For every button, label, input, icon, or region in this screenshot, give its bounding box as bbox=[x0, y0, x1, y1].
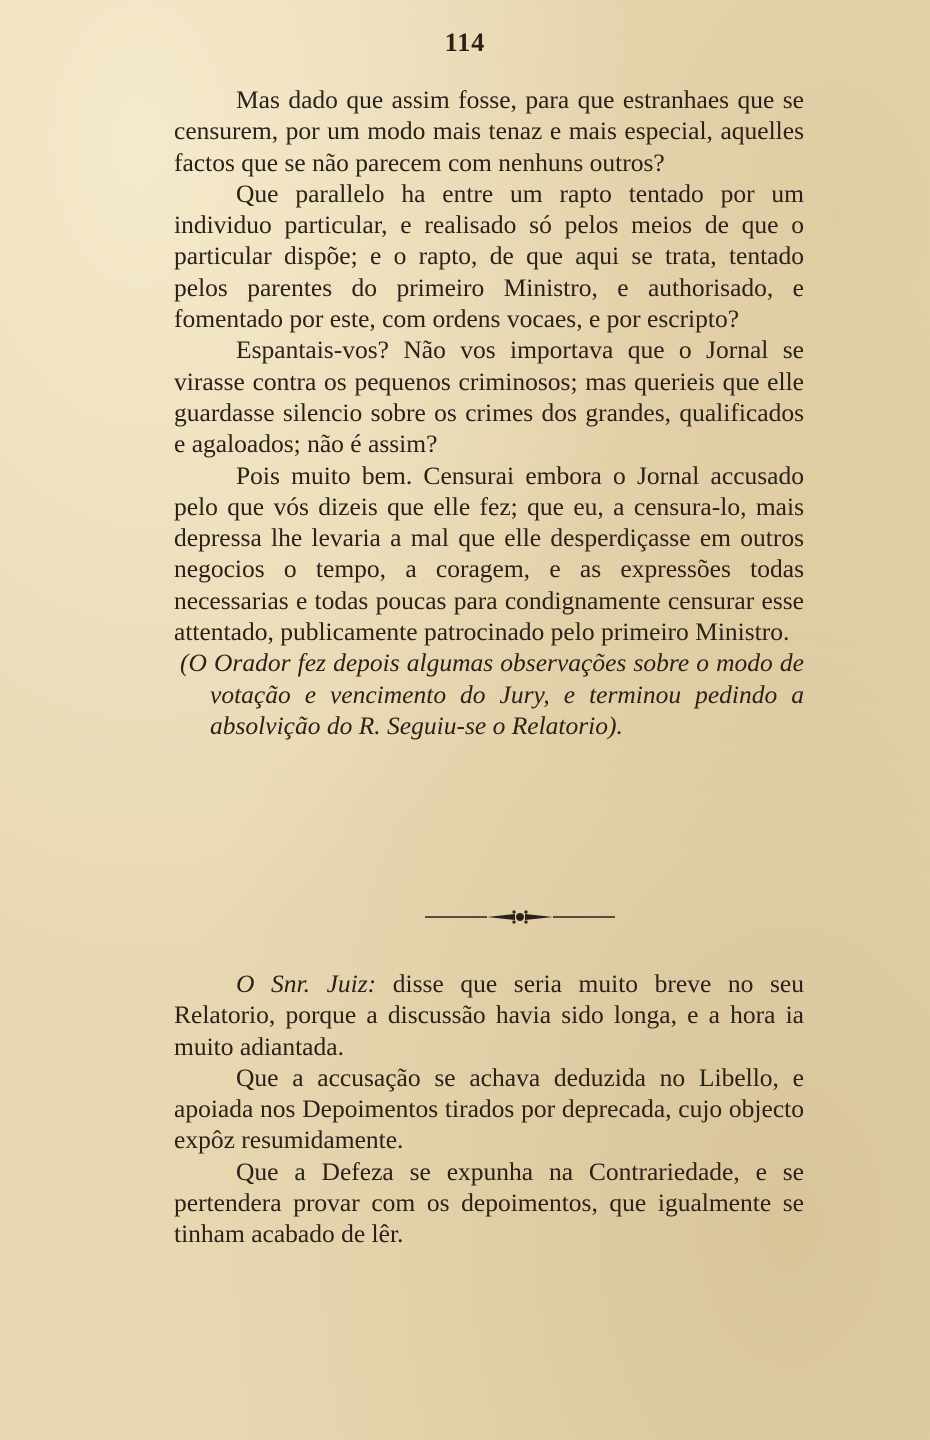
paragraph: Pois muito bem. Censurai embora o Jornal accusado pelo que vós dizeis que elle fez; que eu, a censura-lo, mais depressa lhe levaria a mal que elle desperdiçasse em outros negocios o tempo, a coragem, e as expressões todas necessarias e todas poucas para condignamente censurar esse attentado, publicamente patrocinado pelo primeiro Ministro. bbox=[174, 460, 804, 647]
paragraph: Espantais-vos? Não vos importava que o Jornal se virasse contra os pequenos criminosos; mas querieis que elle guardasse silencio sobre os crimes dos grandes, qualificados e agaloados; não é assim? bbox=[174, 335, 804, 459]
paragraph-text: disse que seria muito breve no seu Relatorio, porque a discussão havia sido longa, e a hora ia muito adiantada. bbox=[174, 969, 804, 1061]
orator-note: (O Orador fez depois algumas observações sobre o modo de votação e vencimento do Jury, e terminou pedindo a absolvição do R. Seguiu-se o Relatorio). bbox=[180, 648, 804, 740]
text-section-1 bbox=[174, 84, 804, 741]
text-section-2 bbox=[174, 968, 804, 1250]
paragraph: Mas dado que assim fosse, para que estranhaes que se censurem, por um modo mais tenaz e mais especial, aquelles factos que se não parecem com nenhuns outros? bbox=[174, 85, 804, 177]
speaker-label: O Snr. Juiz: bbox=[236, 969, 377, 998]
paragraph: Que a accusação se achava deduzida no Libello, e apoiada nos Depoimentos tirados por deprecada, cujo objecto expôz resumidamente. bbox=[174, 1062, 804, 1155]
ornamental-rule-icon bbox=[425, 906, 615, 928]
paragraph: Que a Defeza se expunha na Contrariedade, e se pertendera provar com os depoimentos, que igualmente se tinham acabado de lêr. bbox=[174, 1156, 804, 1249]
paragraph bbox=[174, 968, 804, 1062]
page-number: 114 bbox=[444, 28, 486, 57]
paragraph: Que parallelo ha entre um rapto tentado por um individuo particular, e realisado só pelos meios de que o particular dispõe; e o rapto, de que aqui se trata, tentado pelos parentes do primeiro Ministro, e authorisado, e fomentado por este, com ordens vocaes, e por escripto? bbox=[174, 178, 804, 334]
